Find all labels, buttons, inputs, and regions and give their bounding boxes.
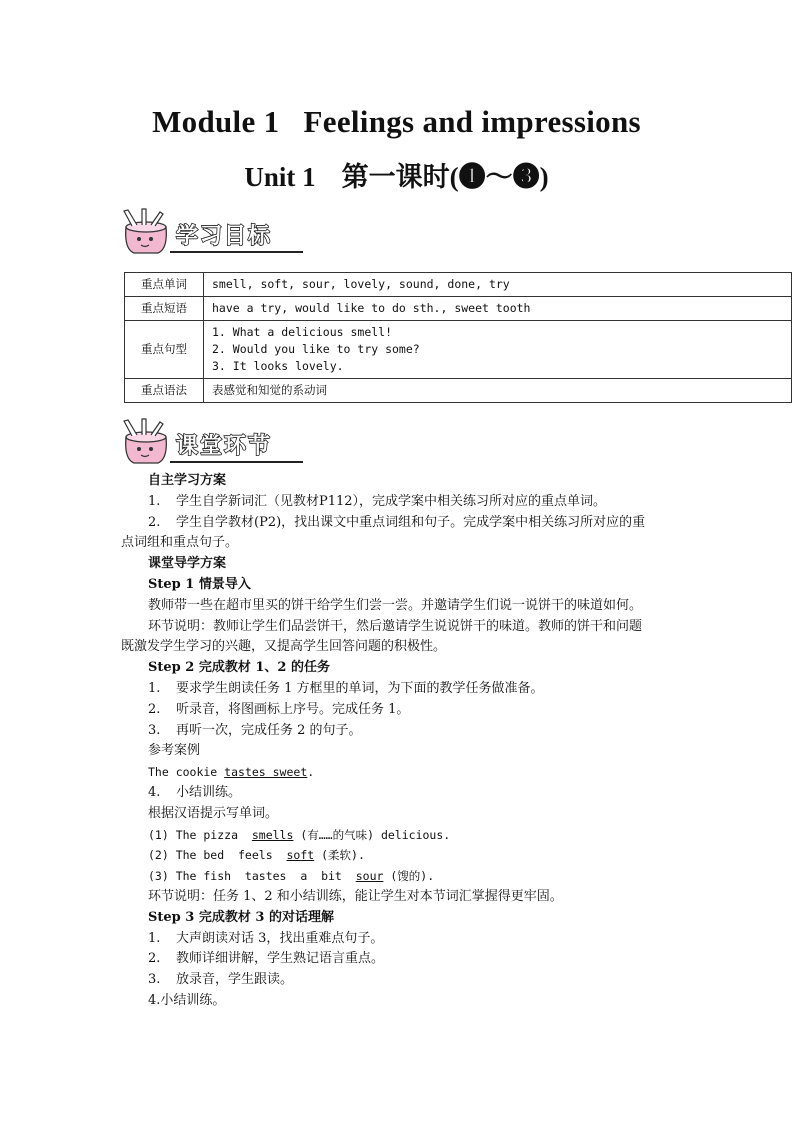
item-number: 2. bbox=[148, 951, 161, 967]
exercise-item bbox=[148, 866, 678, 887]
item-text: 小结训练。 bbox=[176, 784, 242, 800]
pen-cup-icon bbox=[118, 417, 178, 467]
list-item bbox=[148, 679, 678, 700]
item-number: 1. bbox=[148, 680, 161, 696]
item-text: 教师详细讲解，学生熟记语言重点。 bbox=[176, 951, 385, 967]
list-item bbox=[148, 970, 678, 991]
banner-underline bbox=[170, 461, 303, 463]
step-heading: Step 2 完成教材 1、2 的任务 bbox=[148, 660, 330, 676]
item-text: 学生自学教材(P2)，找出课文中重点词组和句子。完成学案中相关练习所对应的重 bbox=[176, 514, 646, 530]
class-banner-text: 课堂环节 bbox=[176, 434, 273, 459]
table-row bbox=[125, 297, 792, 321]
row-label: 重点短语 bbox=[125, 297, 204, 321]
section-heading: 课堂导学方案 bbox=[148, 556, 227, 572]
list-item bbox=[148, 783, 678, 804]
list-item bbox=[148, 949, 678, 970]
row-value bbox=[204, 321, 792, 379]
item-number: 4. bbox=[148, 784, 161, 800]
item-number: 3. bbox=[148, 722, 161, 738]
item-text: 听录音，将图画标上序号。完成任务 1。 bbox=[176, 701, 410, 717]
paragraph-continuation: 点词组和重点句子。 bbox=[121, 535, 239, 551]
item-text: 大声朗读对话 3，找出重难点句子。 bbox=[176, 930, 384, 946]
example-sentence bbox=[148, 762, 678, 783]
unit-label: Unit 1 bbox=[244, 162, 316, 192]
section-heading: 自主学习方案 bbox=[148, 473, 227, 488]
class-banner bbox=[118, 417, 303, 467]
text-segment: (有……的气味) delicious. bbox=[293, 827, 451, 842]
step-heading: Step 1 情景导入 bbox=[148, 576, 251, 592]
text-segment: (柔软). bbox=[314, 848, 365, 863]
table-row bbox=[125, 379, 792, 403]
item-number: 3. bbox=[148, 972, 161, 988]
paragraph: 环节说明：任务 1、2 和小结训练，能让学生对本节词汇掌握得更牢固。 bbox=[148, 888, 563, 904]
item-text: 再听一次，完成任务 2 的句子。 bbox=[176, 722, 362, 738]
table-row bbox=[125, 321, 792, 379]
page-subtitle bbox=[0, 155, 793, 194]
row-label: 重点单词 bbox=[125, 273, 204, 297]
goals-banner-text: 学习目标 bbox=[176, 224, 273, 249]
list-item bbox=[148, 721, 678, 742]
banner-underline bbox=[170, 251, 303, 253]
answer: sour bbox=[355, 869, 384, 884]
answer: smells bbox=[251, 827, 294, 842]
list-item bbox=[148, 700, 678, 721]
row-value: 表感觉和知觉的系动词 bbox=[204, 379, 792, 403]
list-item: 4.小结训练。 bbox=[148, 992, 226, 1008]
item-text: 学生自学新词汇（见教材P112），完成学案中相关练习所对应的重点单词。 bbox=[176, 493, 607, 509]
row-value: have a try, would like to do sth., sweet tooth bbox=[204, 297, 792, 321]
paragraph: 环节说明：教师让学生们品尝饼干，然后邀请学生说说饼干的味道。教师的饼干和问题 bbox=[148, 618, 643, 634]
goals-table bbox=[124, 272, 792, 403]
sentence-line: 1. What a delicious smell! bbox=[212, 325, 393, 339]
list-item bbox=[148, 492, 678, 513]
item-number: 2. bbox=[148, 701, 161, 717]
row-label: 重点语法 bbox=[125, 379, 204, 403]
list-item bbox=[148, 513, 678, 534]
text-segment: (1) The pizza bbox=[148, 827, 252, 842]
paragraph-continuation: 既激发学生学习的兴趣，又提高学生回答问题的积极性。 bbox=[121, 639, 447, 655]
sentence-line: 3. It looks lovely. bbox=[212, 359, 344, 373]
row-value: smell, soft, sour, lovely, sound, done, try bbox=[204, 273, 792, 297]
item-text: 要求学生朗读任务 1 方框里的单词，为下面的教学任务做准备。 bbox=[176, 680, 544, 696]
sentence-line: 2. Would you like to try some? bbox=[212, 342, 420, 356]
answer: tastes sweet bbox=[224, 765, 308, 780]
list-item bbox=[148, 929, 678, 950]
lesson-label: 第一课时(❶～❸) bbox=[341, 162, 549, 192]
item-number: 1. bbox=[148, 493, 161, 509]
paragraph: 参考案例 bbox=[148, 743, 201, 759]
text-segment: . bbox=[307, 765, 315, 780]
text-segment: The cookie bbox=[148, 765, 225, 780]
item-text: 放录音，学生跟读。 bbox=[176, 972, 294, 988]
answer: soft bbox=[286, 848, 315, 863]
lesson-body bbox=[121, 471, 678, 1012]
item-number: 1. bbox=[148, 930, 161, 946]
paragraph: 教师带一些在超市里买的饼干给学生们尝一尝。并邀请学生们说一说饼干的味道如何。 bbox=[148, 597, 643, 613]
text-segment: (馊的). bbox=[383, 869, 435, 884]
goals-banner bbox=[118, 207, 303, 257]
exercise-item bbox=[148, 845, 678, 866]
item-number: 2. bbox=[148, 514, 161, 530]
page-title: Module 1 Feelings and impressions bbox=[152, 104, 641, 139]
pen-cup-icon bbox=[118, 207, 178, 257]
paragraph: 根据汉语提示写单词。 bbox=[148, 805, 279, 821]
text-segment: (2) The bed feels bbox=[148, 848, 287, 863]
exercise-item bbox=[148, 825, 678, 846]
text-segment: (3) The fish tastes a bit bbox=[148, 869, 356, 884]
table-row bbox=[125, 273, 792, 297]
step-heading: Step 3 完成教材 3 的对话理解 bbox=[148, 909, 334, 925]
row-label: 重点句型 bbox=[125, 321, 204, 379]
